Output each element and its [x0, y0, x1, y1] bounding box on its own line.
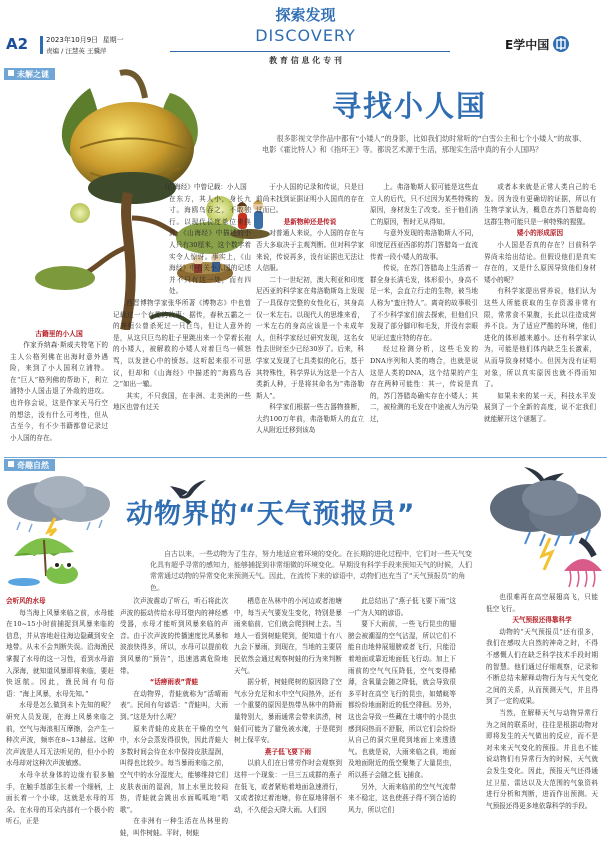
editors: 责编 / 汪慧英 王骥萍 [46, 47, 107, 55]
article1-subheading-species: 是新物种还是传说 [283, 217, 337, 226]
article1-col1: 作家乔纳森·斯威夫特笔下的主人公格列佛在出海时意外遇险，来到了小人国利立浦特。在“巨人”格列佛的帮助下，利立浦特小人国击退了外敌的进攻。也许你会说，这是作家天马行空的想法，没有什么可考性，但从古至今，有不少书籍都曾记录过小人国的存在。 [10, 341, 108, 442]
article1-col3: 于小人国的记录和传说，只是目前尚未找到证据证明小人国真的存在过而已。 是新物种还是传说 对普通人来说，小人国的存在与否大多取决于主观判断。但对科学家来说，传说再多，没有证据也无法让人信服。 二十一世纪初，澳大利亚和印度尼西亚的科学家在弗洛勒斯岛上发现了一具保存完整的女性化石，其身高仅一米左右。以现代人的思维来看，一米左右的身高应该是一个未成年人，但科学家经过研究发现，这名女性去世时至少已经30岁了。后来，科学家又发现了七具类似的化石，基于其特殊性，科学界认为这是一个古人类新人种，于是将其命名为“弗洛勒斯人”。 科学家们根据一些古器物推断，大约100万年前，弗洛勒斯人的直立人从附近迁移到该岛 [256, 183, 364, 435]
section-title-en: DISCOVERY [255, 26, 356, 45]
article1-caption-box [10, 328, 108, 446]
frog-umbrella-illustration [6, 528, 94, 586]
brand-mark-icon [553, 36, 569, 52]
header-rule [170, 51, 450, 52]
issue-date: 2023年10月9日 星期一 [46, 36, 124, 44]
article2-col2: 次声波震动了听石，听石将此次声波的振动传给水母耳壁内的神经感受器，水母才能听到风暴来临的声音。由于次声波的传播速度比风暴和波浪快得多，所以，水母可以提前收到风暴的“预告”，迅速逃离危险地带。 “话痨雨表”青蛙 在动物界，青蛙就称为“活晴雨表”。民间有句谚语：“青蛙叫，大雨到。”这是为什么呢？ 原来青蛙的皮肤在干燥的空气中，水分会蒸发得很快，因此青蛙大多数时间会待在水中保持皮肤湿润，叫得也比较少。每当暴雨来临之前，空气中的水分湿度大，能够维持它们皮肤表面的湿润，加上水里比较闷热，青蛙就会跳出水面呱呱地“唱歌”。 在非洲有一种生活在丛林里的蛙，叫作树蛙。平时，树蛙 [120, 597, 228, 837]
header-subtitle: 教 育 信 息 化 专 刊 [269, 56, 342, 65]
article2-subheading-jellyfish: 会听风的水母 [6, 597, 46, 605]
brand-logo [505, 34, 569, 54]
caption-heading: 古籍里的小人国 [35, 330, 83, 338]
article2-col3: 栖息在丛林中的小河边或者池塘中，每当天气要发生变化，特别是暴雨来临前，它们就会爬到树上去。当地人一看到树蛙爬到，便知道十有八九会下暴雨，到现在，当地的主要居民依然会通过观察树蛙的行为来判断天气。 据分析，树蛙爬树的原因除了空气水分充足和水中空气闷热外，还有一个重要的原因是热带丛林中的降雨量特别大，暴雨通常会带来洪涝，树蛙们可能为了避免被水淹，于是爬到树上保平安。 燕子低飞要下雨 以前人们在日常劳作时会观察到这样一个现象：一旦三五成群的燕子在低飞，或者紧贴着地面急速滑行，又或者掠过着池塘，你在原地徘徊不动，不久便会天降大雨。人们因 [234, 597, 342, 814]
article1-subheading-causes: 矮小的形成原因 [516, 229, 564, 238]
article2-subheading-science: 天气预报还得靠科学 [512, 616, 572, 625]
article2-subheading-swallow: 燕子低飞要下雨 [264, 747, 312, 756]
section-title-cn: 探索发现 [275, 6, 336, 24]
section-tag-mystery: 未解之谜 [4, 68, 55, 80]
jellyfish-illustration [560, 555, 606, 589]
article-divider [4, 457, 607, 458]
section-tag-nature: 奇趣自然 [4, 459, 55, 471]
article2-subheading-frog: “话痨雨表”青蛙 [149, 678, 199, 687]
article2-col4: 此总结出了“燕子低飞要下雨”这一广为人知的谚语。 要下大雨前，一些飞行昆虫的翅膀会被潮湿的空气沾湿，所以它们不能自由地伸展翅膀或者飞行，只能沿着地面或靠近地面低飞行动。加上下雨前的空气气压降低，空气变得稀薄，含氧量会随之降低，就会导致很多平时在高空飞行的昆虫，如蜻蜓等都纷纷地面附近的低空徘徊。另外，这也会导致一些藏在土壤中的小昆虫感到闷热而不舒服，所以它们会纷纷从自己的洞穴里爬到地面上来透透气。也就是说，大雨来临之前，地面及地面附近的低空聚集了大量昆虫，所以燕子会随之低飞捕食。 另外，大雨来临前的空气气流带来不稳定，这也使燕子得不到合适的风力，所以它们 [348, 597, 456, 814]
page-number: A2 [6, 35, 29, 53]
article1-intro: 很多影视文学作品中都有“小矮人”的身影，比如我们幼时常听的“白雪公主和七个小矮人”的故事、电影《霍比特人》和《指环王》等。都说艺术源于生活，那现实生活中真的有小人国吗？ [262, 134, 586, 155]
article2-title: 动物界的“天气预报员” [126, 499, 416, 530]
article2-col1: 会听风的水母 每当海上风暴来临之前，水母能在10~15小时前捕捉到风暴来临的信息，并从容地赶往海边隐藏到安全地带。从未不会判断失误。沿海渔民掌握了水母的这一习性，看到水母游入深海，就知道风暴即将来临，要赶快返航。因此，渔民间有句俗语：“海上风暴，水母先知。” 水母是怎么做到未卜先知的呢？研究人员发现，在海上风暴来临之前，空气与海浪相互摩擦，会产生一种次声波，频率在8~13赫兹。这种次声波是人耳无法听见的，但小小的水母却对这种次声波敏感。 水母伞状身体的边缘有很多触手，在触手基部生长着一个细柄，上面长着一个小球，这就是水母的耳朵。在水母的耳朵内部有一个极小的听石，正是 [6, 597, 114, 826]
brand-name: E学中国 [505, 37, 550, 52]
article1-title: 寻找小人国 [332, 89, 488, 123]
article2-col5: 也很难再在高空展翅高飞，只能低空飞行。 天气预报还得靠科学 动物的“天气预报员”还有很多，我们在感叹大自然的神奇之时，不得不感慨人们在缺乏科学技术手段时期的智慧。他们通过仔细观察，记录和不断总结未解释动物行为与天气变化之间的关系，从而预测天气，并且得到了一定的成果。 当然，在解释天气与动物异常行为之间的联系时，往往是根据动物对即将发生的天气做出的反应，而不是对未来天气变化的预报。并且也不能说动物们有异常行为的时候，天气就会发生变化。因此，预报天气还得通过卫星、雷达以及大范围的气象资料进行分析和判断，进而作出预测。天气预报还得更多地依靠科学的手段。 [486, 593, 598, 810]
article1-col2: 《山海经》中曾记载：小人国 在东方，其人小，身长九寸。海鸥鸟吞之，不敢独行。以现代长度单位来换算，《山海经》中描述的小人只有30厘米，这个数字着实令人惊讶。事实上，《山海经》中有关小人国的记述并不只有这一处，而有四处。 西晋博物学家张华所著《博物志》中也曾记载过一个有趣的故事：据传，春秋五霸之一的齐桓公曾杀死过一只巨鸟，但让人意外的是，从这只巨鸟的肚子里跳出来一个穿着长袍的小矮人，被解救的小矮人对着巨鸟一顿怒骂，以发泄心中的愤怒。这听起来很不可思议，但却和《山海经》中描述的“海鸥鸟吞之”如出一辙。 其实，不只我国，在非洲、北美洲的一些地区也曾有过关 [113, 183, 251, 412]
article1-col5: 或者本来就是正常人类自己的毛发。因为没有更确切的证据，所以有生物学家认为，概息在苏门答腊岛的这群生物可能只是一种特殊的猩猩。 矮小的形成原因 小人国是否真的存在？目前科学界尚未给出结论。但假设他们是真实存在的，又是什么原因导致他们身材矮小的呢？ 有科学家提出营养说，他们认为这些人所能获取的生存资源非常有限，常常食不果腹，长此以往造成营养不良。为了适应严酷的环境，他们进化的体形越来越小。还有科学家认为，可能是他们体内缺乏生长激素，从而导致身材矮小。但因为没有证明对象，所以真实原因也就不得而知了。 如果未来的某一天，科技水平发展到了一个全新的高度，说不定我们就能解开这个谜题了。 [484, 183, 596, 423]
article2-intro: 自古以来，一些动物为了生存，努力地适应着环境的变化。在长期的进化过程中，它们对一些天气变化具有超乎寻常的感知力，能够捕捉到非常细微的环境变化。早期没有科学手段来预知天气的时候，人们常常通过动物的异常变化来预测天气。因此，在流传下来的谚语中，动物们也充当了“天气预报员”的角色。 [150, 550, 472, 592]
storm-cloud-illustration [0, 474, 140, 536]
article1-col4: 上。弗洛勒斯人很可能是这些直立人的后代，只不过因为某些特殊的原因，身材发生了改变。至于他们消亡的原因，暂时无从得知。 与意外发现的弗洛勒斯人不同，印度尼西亚西部的苏门答腊岛一直流传着一段小矮人的故事。 传说，在苏门答腊岛上生活着一群全身长满毛发，体形很小，身高不足一米，会直立行走的生物，被当地人称为“蛮庄特人”。离奇的故事吸引了不少科学家们前去探索，但他们只发现了部分脚印和毛发，并没有亲眼见证过蛮庄特的存在。 经过检测分析，这些毛发的DNA序列和人类的吻合，也就是说这是人类的DNA，这个结果的产生存在两种可能性：其一，传说是真的，苏门答腊岛确实存在小矮人；其二，被检测的毛发在中途被人为污染过， [370, 183, 478, 423]
